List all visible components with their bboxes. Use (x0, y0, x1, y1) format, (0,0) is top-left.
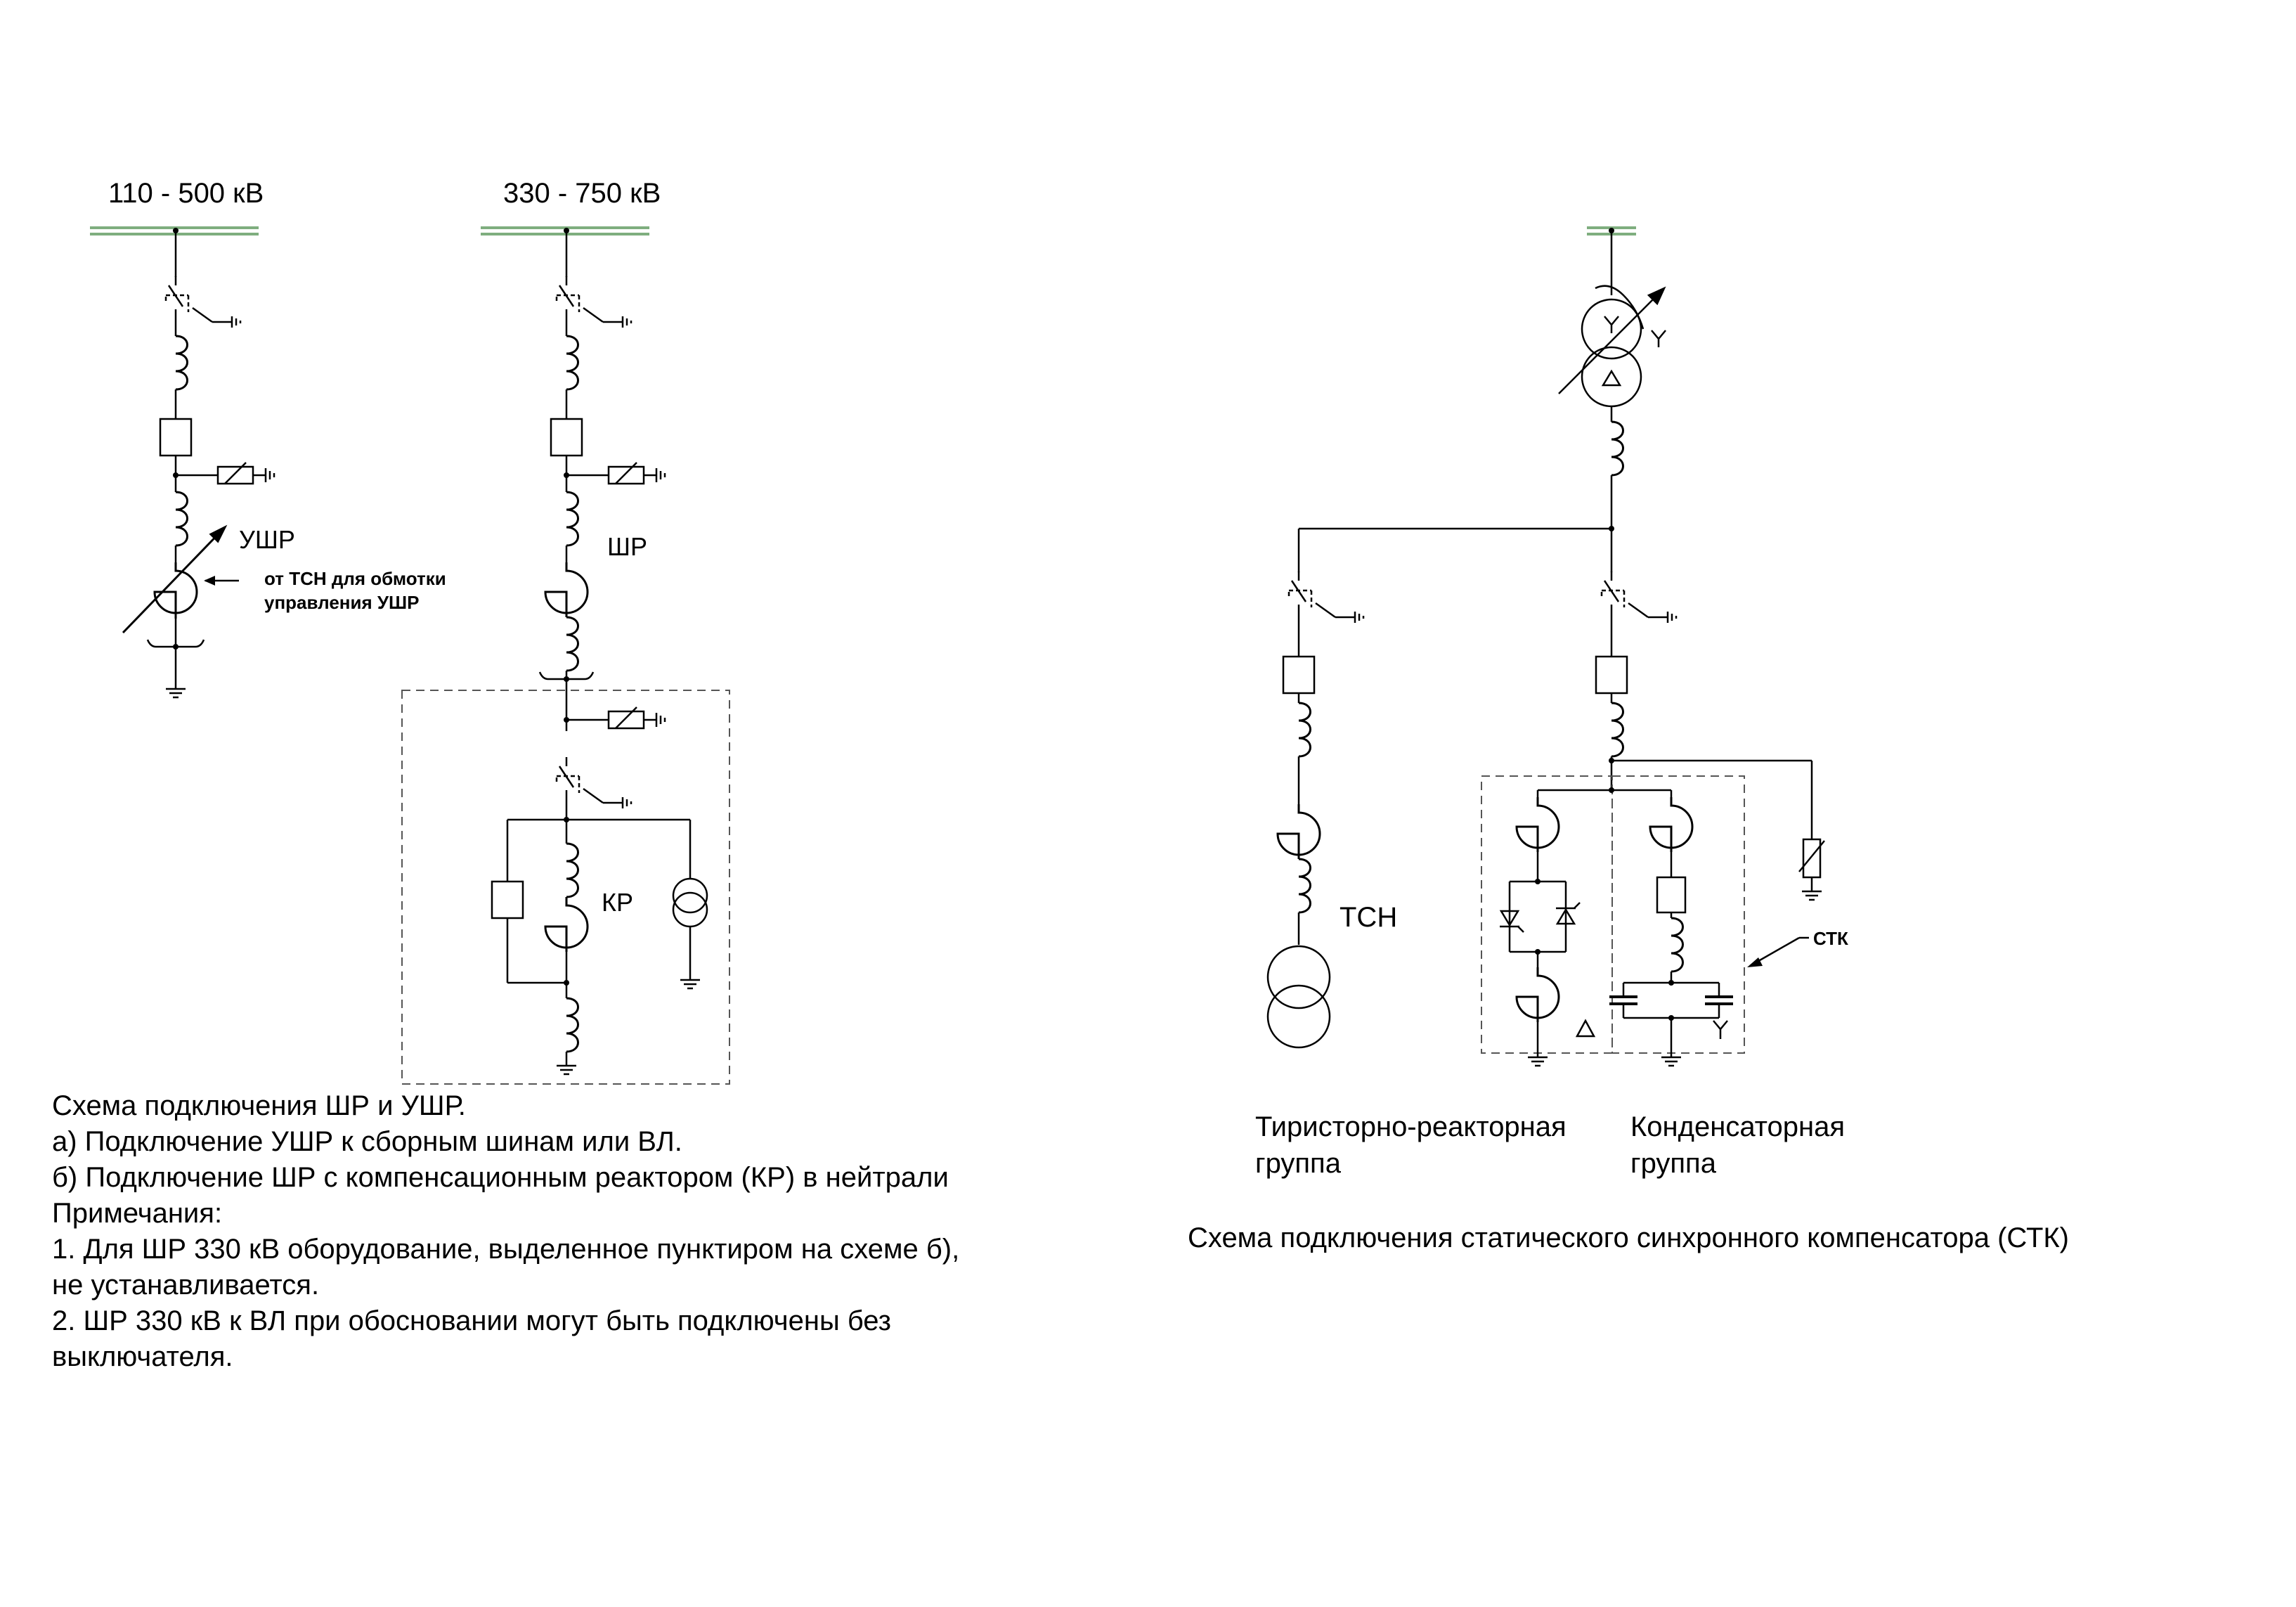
disconnector-switch-icon (557, 276, 631, 328)
current-transformer-icon (566, 998, 578, 1052)
surge-arrester-icon (176, 463, 274, 484)
breaker-icon (1596, 657, 1627, 693)
thyristor-group-label-line2: группа (1255, 1148, 1341, 1179)
scheme-a-ushr (90, 178, 446, 697)
kr-label: КР (602, 888, 633, 917)
capacitor-group-label-line1: Конденсаторная (1630, 1111, 1846, 1142)
capacitor-group-label-line2: группа (1630, 1148, 1716, 1179)
stk-label: СТК (1813, 928, 1848, 949)
reactor-icon (1650, 797, 1692, 852)
left-caption-line: 1. Для ШР 330 кВ оборудование, выделенное пунктиром на схеме б), (52, 1234, 960, 1265)
disconnector-switch-icon (1289, 572, 1363, 623)
earth-icon (557, 1066, 576, 1074)
star-connection-icon (1713, 1021, 1727, 1039)
reactor-icon (1278, 804, 1320, 859)
disconnector-switch-icon (166, 276, 240, 328)
thyristor-valve-icon (1500, 882, 1580, 952)
disconnector-switch-icon (557, 757, 631, 808)
earth-icon (1661, 1057, 1681, 1066)
resistor-icon (1657, 877, 1685, 912)
current-transformer-icon (1299, 703, 1311, 756)
surge-arrester-icon (566, 707, 665, 728)
earth-icon (1802, 891, 1822, 900)
capacitor-group-dashed-box (1612, 776, 1744, 1053)
earth-icon (166, 689, 186, 697)
compensation-reactor-icon (545, 897, 588, 952)
delta-connection-icon (1577, 1021, 1594, 1036)
left-caption-line: Схема подключения ШР и УШР. (52, 1090, 466, 1121)
current-transformer-icon (566, 492, 578, 546)
scheme-stk (1188, 228, 2069, 1253)
power-transformer-icon (1559, 286, 1666, 406)
auxiliary-transformer-icon (1268, 946, 1330, 1008)
current-transformer-icon (1611, 703, 1623, 756)
reactor-icon (1517, 967, 1559, 1022)
current-transformer-icon (566, 844, 578, 897)
tsn-note-line2: управления УШР (264, 592, 420, 613)
capacitor-bank-icon (1609, 983, 1733, 1018)
current-transformer-icon (176, 492, 188, 546)
shunt-reactor-icon (545, 562, 588, 617)
reactor-icon (1517, 797, 1559, 852)
left-caption-line: выключателя. (52, 1341, 233, 1372)
breaker-icon (1283, 657, 1314, 693)
tsn-label: ТСН (1340, 902, 1398, 933)
surge-arrester-icon (566, 463, 665, 484)
earth-icon (680, 980, 700, 988)
breaker-icon (551, 419, 582, 456)
tsn-note-line1: от ТСН для обмотки (264, 568, 446, 589)
resistor-icon (492, 882, 523, 918)
thyristor-group-label-line1: Тиристорно-реакторная (1255, 1111, 1567, 1142)
breaker-icon (160, 419, 191, 456)
left-caption-line: а) Подключение УШР к сборным шинам или ВЛ. (52, 1126, 682, 1157)
thyristor-group-dashed-box (1481, 776, 1612, 1053)
current-transformer-icon (1611, 422, 1623, 475)
current-transformer-icon (566, 617, 578, 671)
optional-equipment-dashed-box (402, 690, 729, 1084)
shr-label: ШР (607, 532, 648, 561)
left-caption-line: не устанавливается. (52, 1270, 320, 1301)
left-caption-line: Примечания: (52, 1198, 223, 1229)
stk-caption: Схема подключения статического синхронного компенсатора (СТК) (1188, 1222, 2070, 1253)
current-transformer-icon (566, 336, 578, 389)
ushr-label: УШР (239, 525, 295, 554)
current-transformer-icon (1299, 859, 1311, 912)
current-transformer-icon (176, 336, 188, 389)
surge-arrester-icon (1799, 839, 1824, 877)
scheme-b-shr (402, 178, 729, 1084)
voltage-transformer-icon (673, 879, 707, 912)
left-caption-line: 2. ШР 330 кВ к ВЛ при обосновании могут быть подключены без (52, 1305, 892, 1336)
bus-b-voltage-label: 330 - 750 кВ (503, 178, 661, 209)
disconnector-switch-icon (1602, 572, 1676, 623)
left-caption-block (52, 1088, 959, 1375)
earth-icon (1528, 1057, 1548, 1066)
left-caption-line: б) Подключение ШР с компенсационным реактором (КР) в нейтрали (52, 1162, 949, 1193)
current-transformer-icon (1671, 918, 1683, 972)
bus-a-voltage-label: 110 - 500 кВ (108, 178, 264, 209)
